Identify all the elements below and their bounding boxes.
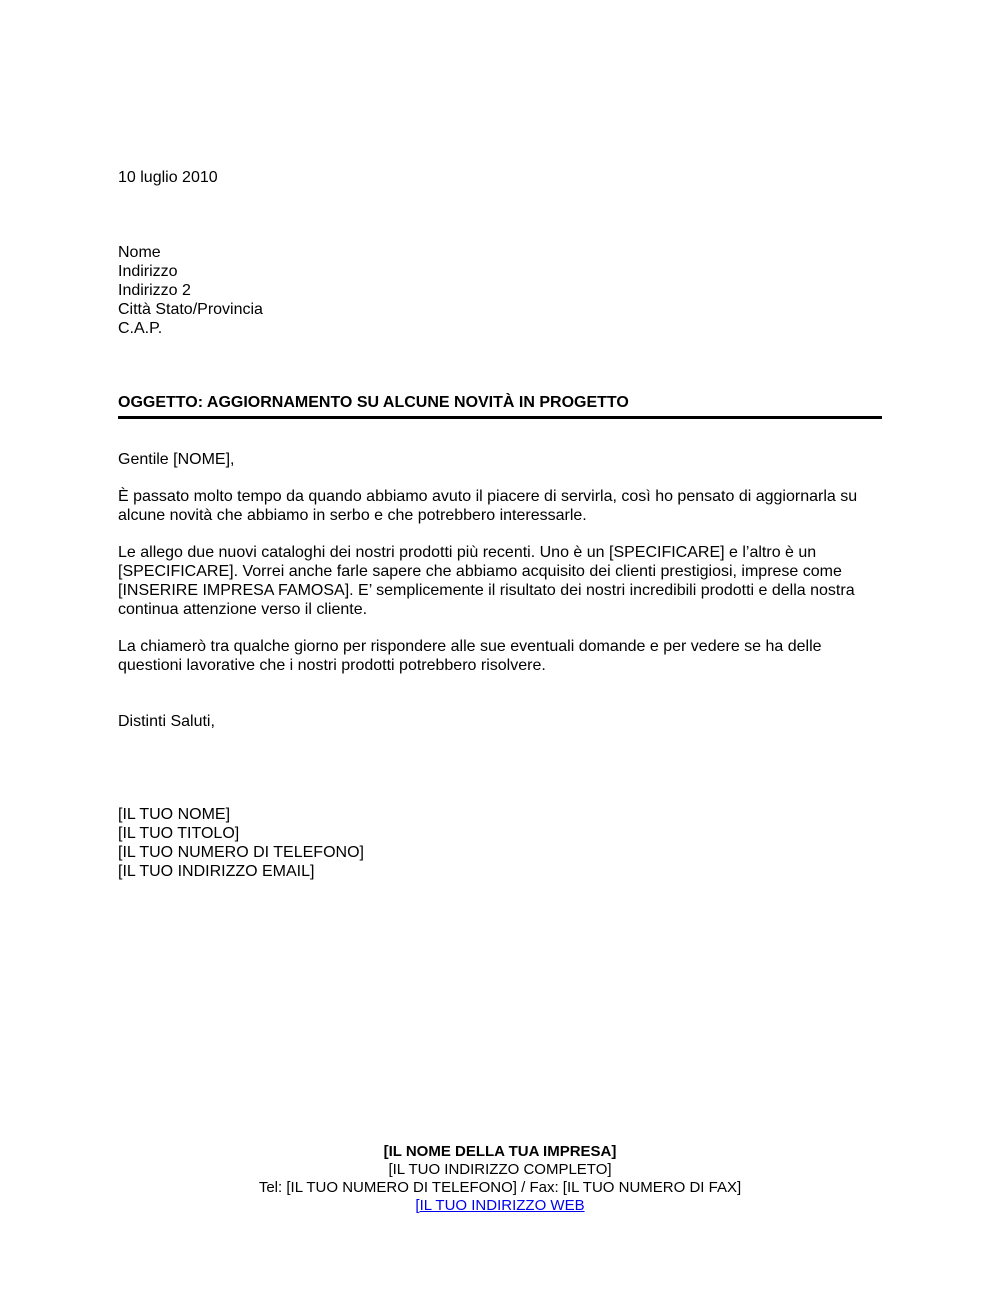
letter-date: 10 luglio 2010 [118,169,218,186]
recipient-address: Indirizzo [118,263,178,280]
footer-company: [IL NOME DELLA TUA IMPRESA] [383,1143,617,1160]
paragraph-2-line-4: continua attenzione verso il cliente. [118,601,368,618]
recipient-postal-code: C.A.P. [118,320,163,337]
signature-name: [IL TUO NOME] [118,806,231,823]
footer-contact: Tel: [IL TUO NUMERO DI TELEFONO] / Fax: [IL TUO NUMERO DI FAX] [258,1179,742,1196]
signature-email: [IL TUO INDIRIZZO EMAIL] [118,863,315,880]
paragraph-1-line-2: alcune novità che abbiamo in serbo e che potrebbero interessarle. [118,507,587,524]
signature-title: [IL TUO TITOLO] [118,825,240,842]
subject-line: OGGETTO: AGGIORNAMENTO SU ALCUNE NOVITÀ IN PROGETTO [118,394,629,411]
paragraph-2-line-1: Le allego due nuovi cataloghi dei nostri prodotti più recenti. Uno è un [SPECIFICARE] e l’altro è un [118,544,817,561]
footer-address: [IL TUO INDIRIZZO COMPLETO] [388,1161,612,1178]
footer [0,1143,1000,1215]
subject-divider [118,416,882,419]
recipient-address-2: Indirizzo 2 [118,282,191,299]
footer-web-link[interactable]: [IL TUO INDIRIZZO WEB [415,1197,585,1214]
closing: Distinti Saluti, [118,713,215,730]
paragraph-3-line-1: La chiamerò tra qualche giorno per rispondere alle sue eventuali domande e per vedere se ha delle [118,638,822,655]
paragraph-2-line-3: [INSERIRE IMPRESA FAMOSA]. E’ semplicemente il risultato dei nostri incredibili prodotti e della nostra [118,582,855,599]
salutation: Gentile [NOME], [118,451,235,468]
paragraph-2-line-2: [SPECIFICARE]. Vorrei anche farle sapere che abbiamo acquisito dei clienti prestigiosi, imprese come [118,563,842,580]
paragraph-3-line-2: questioni lavorative che i nostri prodotti potrebbero risolvere. [118,657,546,674]
paragraph-1-line-1: È passato molto tempo da quando abbiamo avuto il piacere di servirla, così ho pensato di aggiornarla su [118,488,858,505]
recipient-city-state: Città Stato/Provincia [118,301,263,318]
recipient-name: Nome [118,244,161,261]
signature-phone: [IL TUO NUMERO DI TELEFONO] [118,844,364,861]
